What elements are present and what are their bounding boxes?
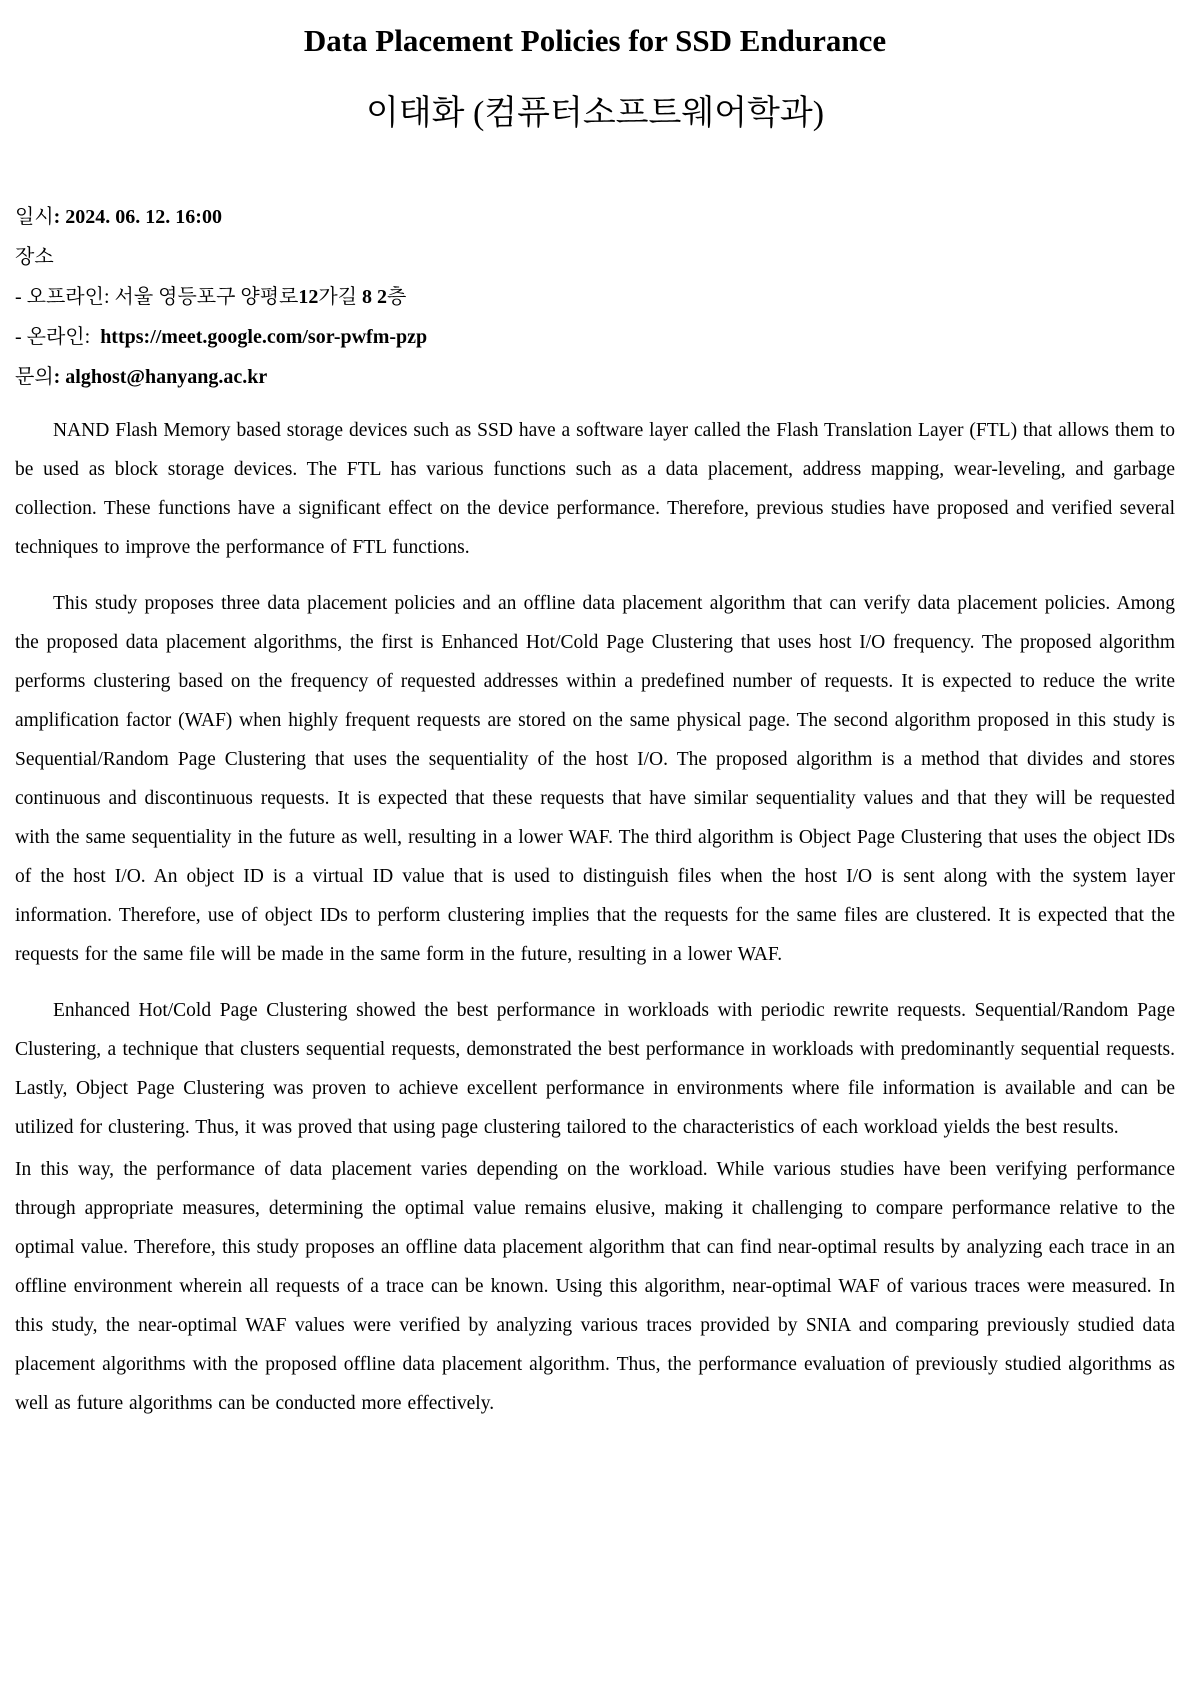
datetime-value: : 2024. 06. 12. 16:00 bbox=[53, 205, 222, 228]
abstract-body bbox=[15, 411, 1175, 1423]
contact-label: 문의 bbox=[15, 365, 54, 388]
offline-address-pre: - 오프라인: 서울 영등포구 양평로 bbox=[15, 285, 299, 308]
offline-address-number2: 8 2 bbox=[362, 285, 388, 308]
abstract-paragraph-3: Enhanced Hot/Cold Page Clustering showed the best performance in workloads with periodic rewrite requests. Sequential/Random Page Clustering, a technique that clusters sequential requests, demonstrated the best performance in workloads with predominantly sequential requests. Lastly, Object Page Clustering was proven to achieve excellent performance in environments where file information is available and can be utilized for clustering. Thus, it was proved that using page clustering tailored to the characteristics of each workload yields the best results. bbox=[15, 999, 1175, 1138]
online-label: - 온라인: bbox=[15, 325, 101, 348]
contact-email: : alghost@hanyang.ac.kr bbox=[53, 365, 268, 388]
offline-address-number1: 12 bbox=[298, 285, 319, 308]
venue-label: 장소 bbox=[15, 245, 54, 268]
info-contact bbox=[15, 357, 1175, 397]
document-title: Data Placement Policies for SSD Endurance bbox=[303, 23, 887, 58]
info-datetime bbox=[15, 197, 1175, 237]
online-url: https://meet.google.com/sor-pwfm-pzp bbox=[100, 325, 428, 348]
offline-address-mid: 가길 bbox=[318, 285, 363, 308]
abstract-paragraph-2: This study proposes three data placement policies and an offline data placement algorithm that can verify data placement policies. Among the proposed data placement algorithms, the first is Enhanced Hot/Cold Page Clustering that uses host I/O frequency. The proposed algorithm performs clustering based on the frequency of requested addresses within a predefined number of requests. It is expected to reduce the write amplification factor (WAF) when highly frequent requests are stored on the same physical page. The second algorithm proposed in this study is Sequential/Random Page Clustering that uses the sequentiality of the host I/O. The proposed algorithm is a method that divides and stores continuous and discontinuous requests. It is expected that these requests that have similar sequentiality values and that they will be requested with the same sequentiality in the future as well, resulting in a lower WAF. The third algorithm is Object Page Clustering that uses the object IDs of the host I/O. An object ID is a virtual ID value that is used to distinguish files when the host I/O is sent along with the system layer information. Therefore, use of object IDs to perform clustering implies that the requests for the same files are clustered. It is expected that the requests for the same file will be made in the same form in the future, resulting in a lower WAF. bbox=[15, 592, 1175, 965]
event-info-block bbox=[15, 197, 1175, 397]
datetime-label: 일시 bbox=[15, 205, 54, 228]
abstract-paragraph-1: NAND Flash Memory based storage devices such as SSD have a software layer called the Flash Translation Layer (FTL) that allows them to be used as block storage devices. The FTL has various functions such as a data placement, address mapping, wear-leveling, and garbage collection. These functions have a significant effect on the device performance. Therefore, previous studies have proposed and verified several techniques to improve the performance of FTL functions. bbox=[15, 419, 1175, 558]
abstract-paragraph-4: In this way, the performance of data placement varies depending on the workload. While various studies have been verifying performance through appropriate measures, determining the optimal value remains elusive, making it challenging to compare performance relative to the optimal value. Therefore, this study proposes an offline data placement algorithm that can find near-optimal results by analyzing each trace in an offline environment wherein all requests of a trace can be known. Using this algorithm, near-optimal WAF of various traces were measured. In this study, the near-optimal WAF values were verified by analyzing various traces provided by SNIA and comparing previously studied data placement algorithms with the proposed offline data placement algorithm. Thus, the performance evaluation of previously studied algorithms as well as future algorithms can be conducted more effectively. bbox=[15, 1158, 1175, 1414]
info-online bbox=[15, 317, 1175, 357]
offline-address-post: 층 bbox=[387, 285, 407, 308]
speaker-line: 이태화 (컴퓨터소프트웨어학과) bbox=[365, 95, 825, 133]
info-offline bbox=[15, 277, 1175, 317]
info-venue bbox=[15, 237, 1175, 277]
